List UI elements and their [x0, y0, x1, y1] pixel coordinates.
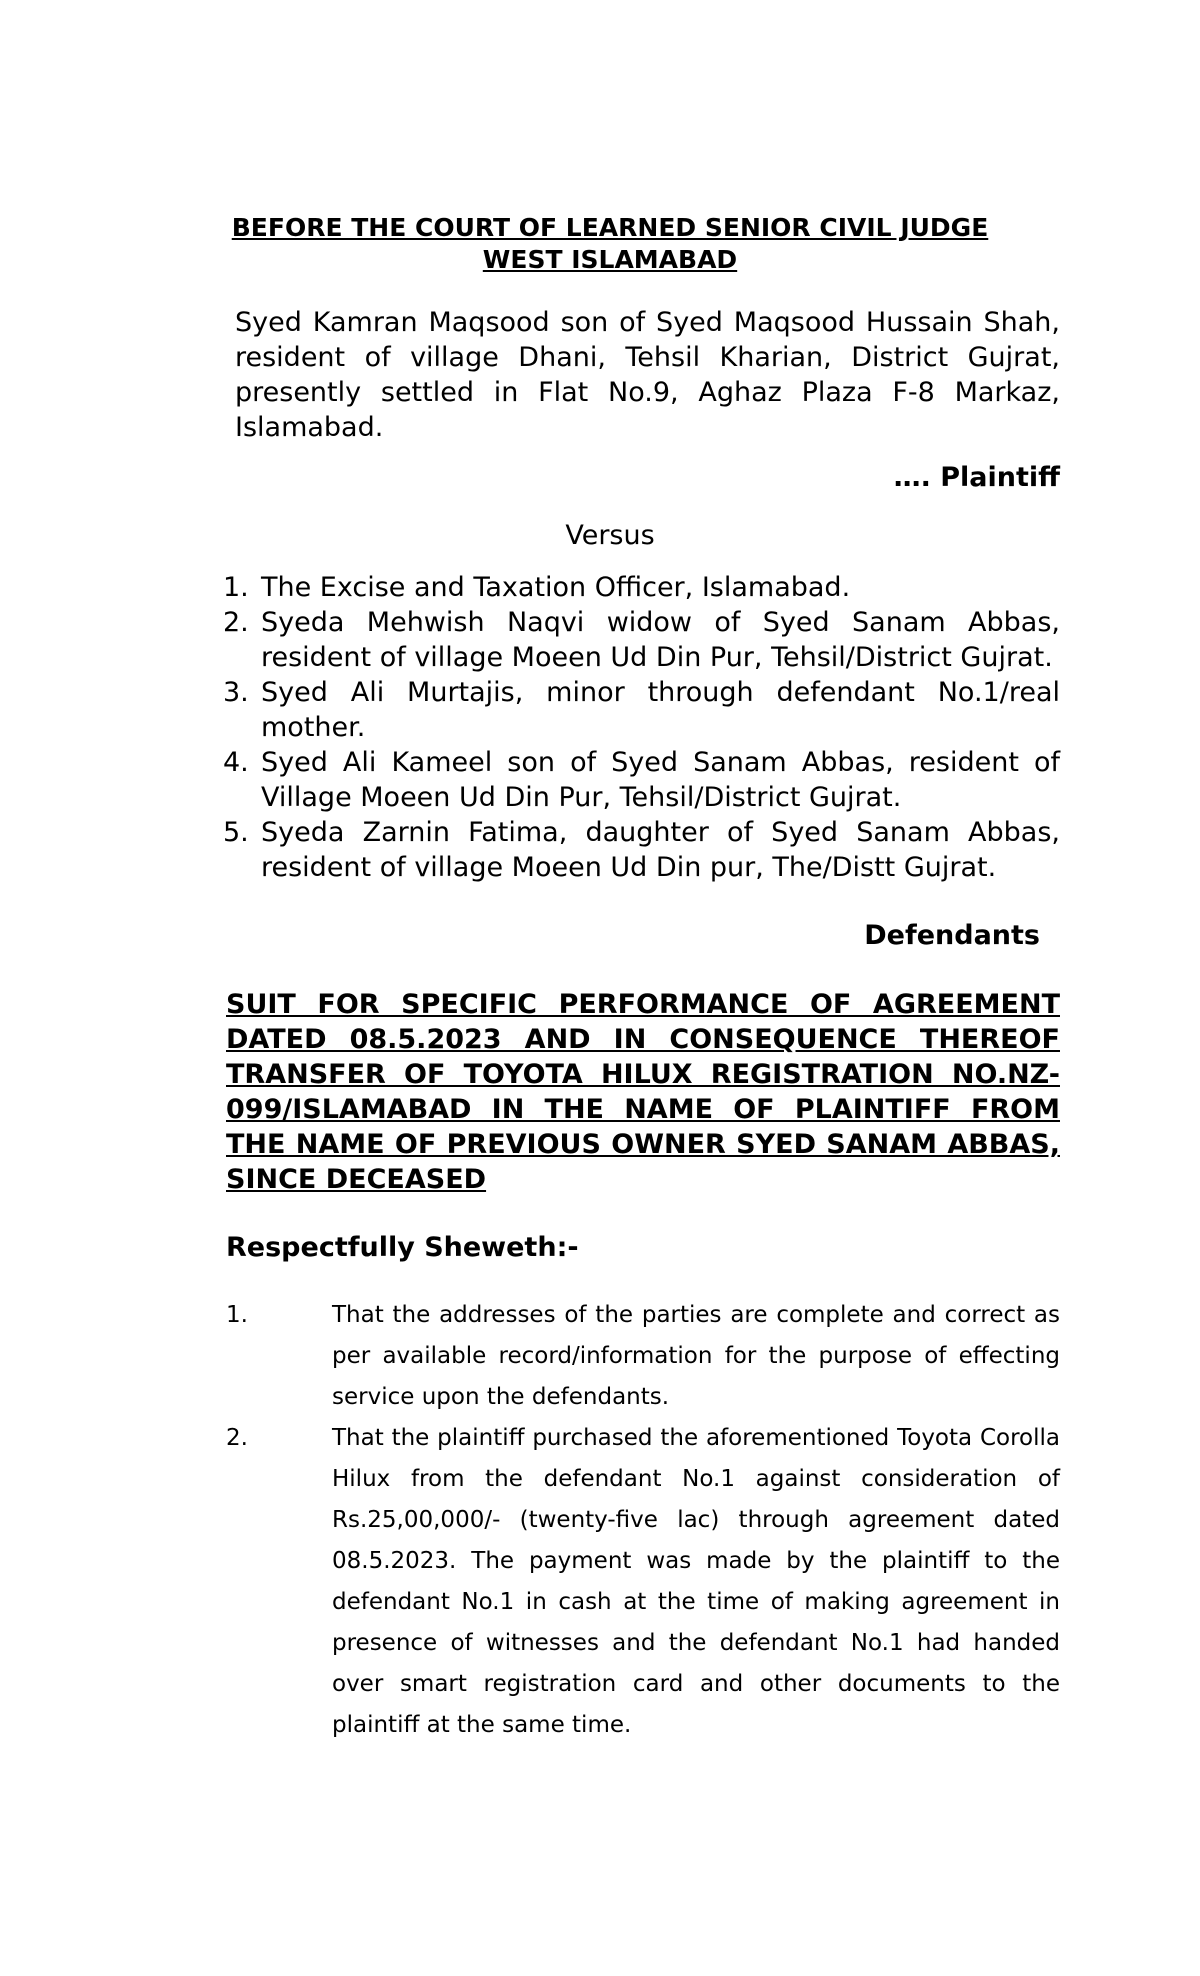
defendant-number: 2. [223, 607, 249, 638]
defendant-item [223, 815, 1060, 885]
paragraphs [226, 1295, 1060, 1746]
defendant-item [223, 745, 1060, 815]
paragraph-text: That the plaintiff purchased the aforementioned Toyota Corolla Hilux from the defendant No.1 against consideration of Rs.25,00,000/- (twenty-five lac) through agreement dated 08.5.2023. The payment was made by the plaintiff to the defendant No.1 in cash at the time of making agreement in presence of witnesses and the defendant No.1 had handed over smart registration card and other documents to the plaintiff at the same time. [332, 1425, 1060, 1738]
paragraph [226, 1418, 1060, 1746]
defendant-text: Syeda Zarnin Fatima, daughter of Syed Sanam Abbas, resident of village Moeen Ud Din pur, The/Distt Gujrat. [261, 817, 1060, 883]
defendant-item [223, 605, 1060, 675]
defendant-number: 1. [223, 572, 249, 603]
defendant-number: 4. [223, 747, 249, 778]
defendants-label: Defendants [864, 920, 1040, 951]
court-heading-line-1: BEFORE THE COURT OF LEARNED SENIOR CIVIL JUDGE [231, 213, 989, 242]
defendant-number: 5. [223, 817, 249, 848]
court-heading [150, 212, 1070, 276]
plaintiff-details: Syed Kamran Maqsood son of Syed Maqsood Hussain Shah, resident of village Dhani, Tehsil Kharian, District Gujrat, presently settled in Flat No.9, Aghaz Plaza F-8 Markaz, Islamabad. [235, 307, 1060, 443]
versus-label: Versus [565, 520, 655, 551]
defendant-number: 3. [223, 677, 249, 708]
paragraph-number: 2. [226, 1425, 248, 1451]
court-heading-line-2: WEST ISLAMABAD [482, 245, 738, 274]
paragraph-number: 1. [226, 1302, 248, 1328]
defendant-item [223, 675, 1060, 745]
suit-title: SUIT FOR SPECIFIC PERFORMANCE OF AGREEMENT DATED 08.5.2023 AND IN CONSEQUENCE THEREOF TRANSFER OF TOYOTA HILUX REGISTRATION NO.NZ-099/ISLAMABAD IN THE NAME OF PLAINTIFF FROM THE NAME OF PREVIOUS OWNER SYED SANAM ABBAS, SINCE DECEASED [226, 989, 1060, 1195]
paragraph [226, 1295, 1060, 1418]
defendant-item [223, 570, 1060, 605]
defendant-text: The Excise and Taxation Officer, Islamabad. [261, 572, 851, 603]
defendants-list [223, 570, 1060, 885]
defendant-text: Syeda Mehwish Naqvi widow of Syed Sanam Abbas, resident of village Moeen Ud Din Pur, Tehsil/District Gujrat. [261, 607, 1060, 673]
salutation: Respectfully Sheweth:- [226, 1232, 579, 1263]
defendant-text: Syed Ali Murtajis, minor through defendant No.1/real mother. [261, 677, 1060, 743]
paragraph-text: That the addresses of the parties are complete and correct as per available record/information for the purpose of effecting service upon the defendants. [332, 1302, 1060, 1410]
plaintiff-label: …. Plaintiff [893, 462, 1060, 493]
defendant-text: Syed Ali Kameel son of Syed Sanam Abbas, resident of Village Moeen Ud Din Pur, Tehsil/District Gujrat. [261, 747, 1060, 813]
